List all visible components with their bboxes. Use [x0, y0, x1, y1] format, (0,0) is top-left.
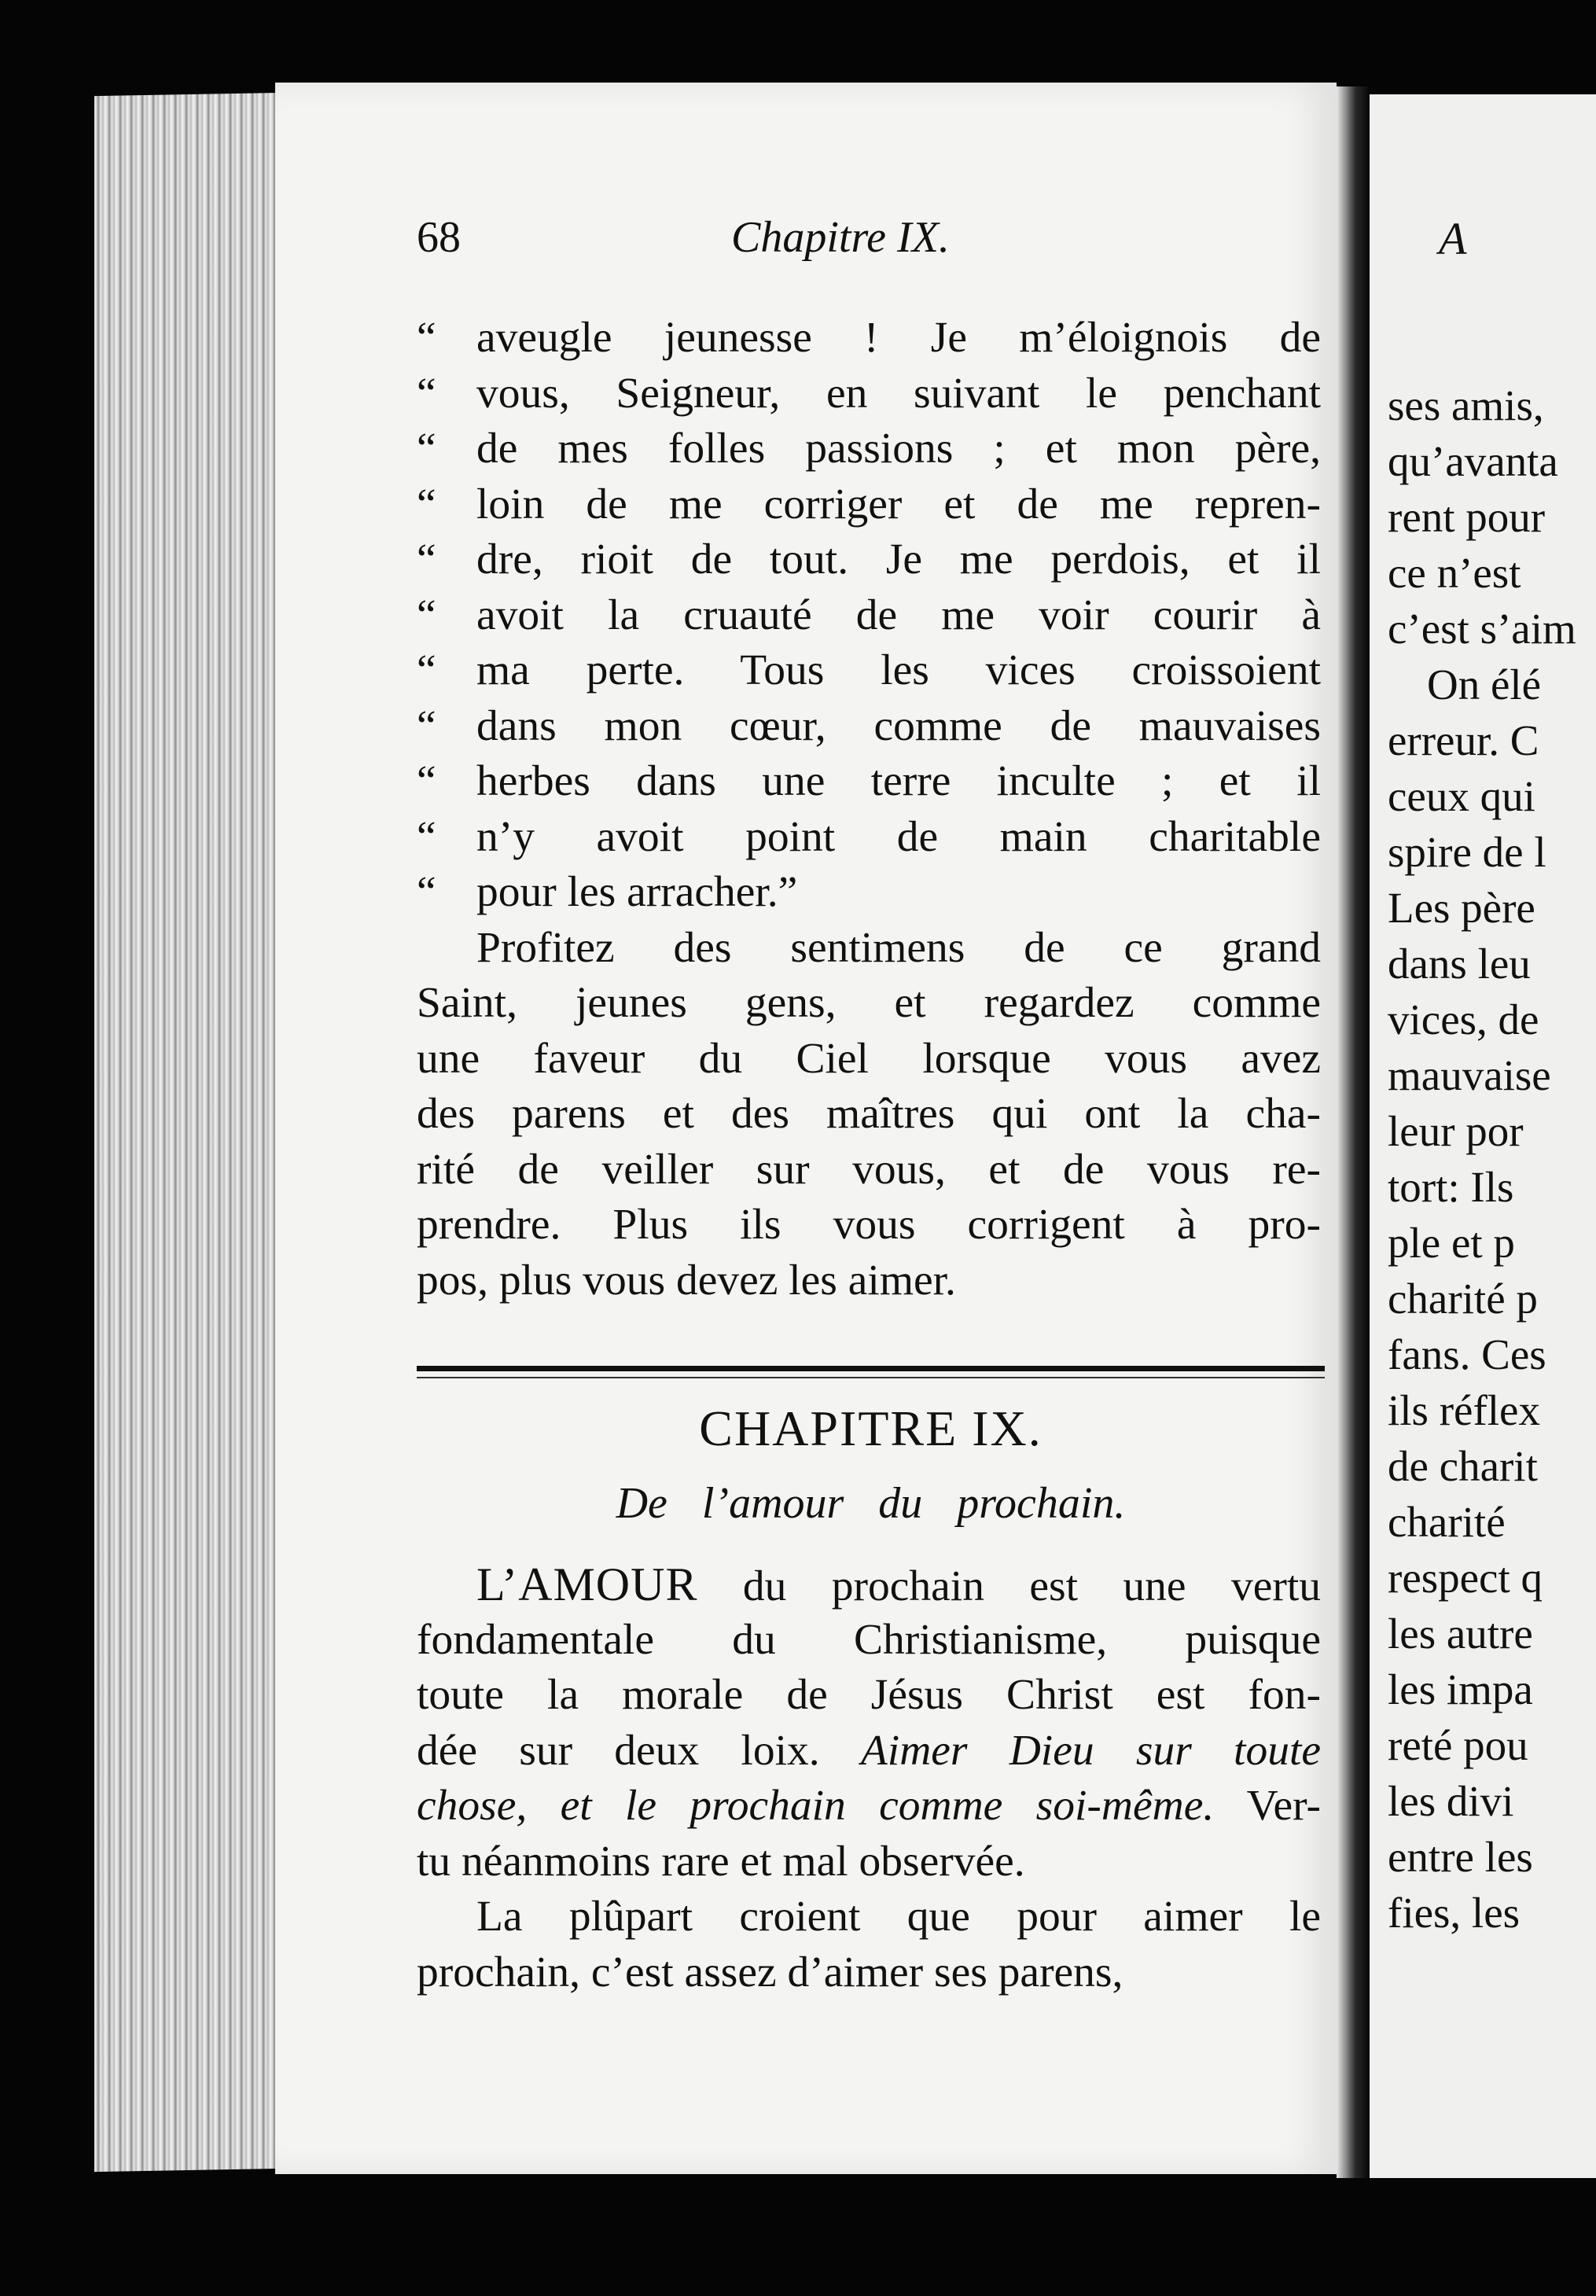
book-gutter	[1337, 86, 1368, 2178]
right-page-line: les autre	[1388, 1610, 1533, 1658]
quote-mark: “	[417, 646, 436, 694]
right-page-line: ses amis,	[1388, 381, 1544, 429]
quoted-line	[417, 699, 1321, 755]
chapter-line: tu néanmoins rare et mal observée.	[417, 1837, 1025, 1886]
chapter-line: La plûpart croient que pour aimer le	[476, 1893, 1321, 1941]
right-page-line: tort: Ils	[1388, 1163, 1514, 1211]
quoted-line	[417, 477, 1321, 533]
left-page-header	[417, 212, 1313, 267]
right-page-line: ils réflex	[1388, 1386, 1540, 1434]
chapter-line: L’AMOUR du prochain est une vertu	[476, 1558, 1321, 1610]
quoted-line-text: ma perte. Tous les vices croissoient	[476, 646, 1321, 694]
quoted-line-text: n’y avoit point de main charitable	[476, 812, 1321, 861]
right-running-head: A	[1439, 213, 1467, 264]
quoted-line	[417, 865, 1321, 921]
quote-mark: “	[417, 757, 436, 805]
right-page-line: les impa	[1388, 1665, 1533, 1713]
right-page-line: erreur. C	[1388, 716, 1539, 764]
chapter-divider-thick	[417, 1366, 1325, 1371]
right-page-line: les divi	[1388, 1777, 1514, 1825]
quoted-line	[417, 588, 1321, 644]
quote-mark: “	[417, 868, 436, 916]
quote-mark: “	[417, 425, 436, 473]
chapter-line: fondamentale du Christianisme, puisque	[417, 1615, 1321, 1664]
right-page-line: leur por	[1388, 1107, 1524, 1155]
quoted-line-text: dans mon cœur, comme de mauvaises	[476, 701, 1321, 750]
right-page-line: mauvaise	[1388, 1051, 1551, 1099]
right-page-line: On élé	[1427, 660, 1542, 708]
quoted-line	[417, 810, 1321, 866]
chapter-line: toute la morale de Jésus Christ est fon-	[417, 1671, 1321, 1719]
quoted-line	[417, 754, 1321, 810]
quoted-line-text: avoit la cruauté de me voir courir à	[476, 591, 1321, 639]
right-page-line: ce n’est	[1388, 549, 1521, 597]
quoted-line-text: dre, rioit de tout. Je me perdois, et il	[476, 535, 1321, 583]
right-page-line: entre les	[1388, 1833, 1533, 1881]
quote-mark: “	[417, 591, 436, 639]
right-page-line: Les père	[1388, 884, 1535, 932]
quote-mark: “	[417, 480, 436, 528]
right-page-line: spire de l	[1388, 828, 1546, 876]
quote-mark: “	[417, 369, 436, 418]
right-page-line: reté pou	[1388, 1721, 1528, 1769]
quoted-line	[417, 643, 1321, 699]
page-number: 68	[417, 213, 461, 262]
paragraph-line: Profitez des sentimens de ce grand	[476, 923, 1321, 972]
paragraph-line: prendre. Plus ils vous corrigent à pro-	[417, 1201, 1321, 1249]
right-page-line: qu’avanta	[1388, 437, 1558, 485]
chapter-line: prochain, c’est assez d’aimer ses parens,	[417, 1948, 1123, 1996]
right-page-line: rent pour	[1388, 493, 1546, 541]
right-page-line: vices, de	[1388, 995, 1539, 1043]
quoted-line	[417, 421, 1321, 477]
quote-mark: “	[417, 812, 436, 861]
chapter-subtitle: De l’amour du prochain.	[616, 1479, 1126, 1528]
quoted-line-text: vous, Seigneur, en suivant le penchant	[476, 369, 1321, 418]
quote-mark: “	[417, 314, 436, 362]
quoted-line	[417, 366, 1321, 422]
right-page-line: ple et p	[1388, 1219, 1515, 1267]
right-page-line: charité p	[1388, 1275, 1538, 1323]
quoted-line-text: aveugle jeunesse ! Je m’éloignois de	[476, 314, 1321, 362]
quoted-line-text: herbes dans une terre inculte ; et il	[476, 757, 1321, 805]
quote-mark: “	[417, 701, 436, 750]
chapter-line: chose, et le prochain comme soi-même. Ver-	[417, 1782, 1321, 1830]
paragraph-line: une faveur du Ciel lorsque vous avez	[417, 1034, 1321, 1083]
right-page-line: respect q	[1388, 1554, 1543, 1602]
right-page-line: dans leu	[1388, 940, 1531, 988]
right-page-line: de charit	[1388, 1442, 1538, 1490]
paragraph-line: des parens et des maîtres qui ont la cha-	[417, 1090, 1321, 1138]
right-page-line: charité	[1388, 1498, 1506, 1546]
chapter-body	[417, 1557, 1321, 2000]
quoted-line	[417, 532, 1321, 588]
right-page-line: c’est s’aim	[1388, 605, 1576, 653]
right-page-line: ceux qui	[1388, 772, 1535, 820]
paragraph-line: Saint, jeunes gens, et regardez comme	[417, 979, 1321, 1027]
book-fore-edge	[94, 93, 283, 2172]
paragraph-line: rité de veiller sur vous, et de vous re-	[417, 1145, 1321, 1194]
quoted-line-text: de mes folles passions ; et mon père,	[476, 425, 1321, 473]
chapter-divider-thin	[417, 1377, 1325, 1378]
running-head: Chapitre IX.	[731, 213, 950, 262]
quoted-line-text: loin de me corriger et de me repren-	[476, 480, 1321, 528]
quoted-line	[417, 311, 1321, 366]
chapter-line: dée sur deux loix. Aimer Dieu sur toute	[417, 1726, 1321, 1775]
right-page-line: fies, les	[1388, 1889, 1521, 1937]
chapter-heading: CHAPITRE IX.	[699, 1400, 1043, 1456]
quote-mark: “	[417, 535, 436, 583]
right-page-text	[1388, 212, 1596, 1941]
paragraph-line: pos, plus vous devez les aimer.	[417, 1256, 956, 1304]
quoted-passage	[417, 311, 1321, 1308]
quoted-line-text: pour les arracher.”	[476, 868, 798, 916]
right-page-line: fans. Ces	[1388, 1330, 1546, 1378]
